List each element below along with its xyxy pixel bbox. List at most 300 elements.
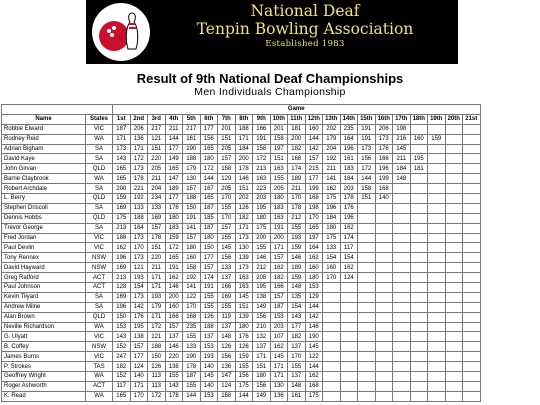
column-header: 19th [428,114,446,124]
game-score-cell [393,194,411,204]
game-score-cell [375,302,393,312]
game-score-cell [375,342,393,352]
game-score-cell [445,203,463,213]
game-score-cell: 200 [253,233,271,243]
game-score-cell: 180 [183,243,201,253]
column-header: 14th [340,114,358,124]
game-score-cell: 157 [183,184,201,194]
game-score-cell [445,273,463,283]
game-score-cell: 157 [148,223,166,233]
game-score-cell [358,312,376,322]
game-score-cell: 169 [113,203,131,213]
game-score-cell: 181 [410,164,428,174]
state-cell: SA [86,223,113,233]
game-score-cell: 144 [358,174,376,184]
game-score-cell: 165 [113,164,131,174]
game-score-cell [410,124,428,134]
game-score-cell: 163 [270,164,288,174]
game-score-cell: 151 [253,362,271,372]
game-score-cell: 155 [183,332,201,342]
game-score-cell: 196 [323,203,341,213]
game-score-cell: 146 [165,283,183,293]
state-cell: QLD [86,213,113,223]
game-score-cell: 119 [218,312,236,322]
game-score-cell: 180 [253,372,271,382]
game-score-cell [445,233,463,243]
column-header: 6th [200,114,218,124]
game-score-cell [393,233,411,243]
game-score-cell: 107 [270,332,288,342]
game-score-cell [358,372,376,382]
game-score-cell: 180 [200,154,218,164]
game-score-cell: 150 [113,312,131,322]
game-score-cell: 180 [165,213,183,223]
game-score-cell [428,263,446,273]
game-score-cell: 140 [375,194,393,204]
state-cell: VIC [86,243,113,253]
game-score-cell: 182 [113,362,131,372]
game-score-cell [428,174,446,184]
game-score-cell [375,233,393,243]
results-table-header [2,105,481,125]
game-score-cell: 187 [200,223,218,233]
game-score-cell: 121 [148,332,166,342]
game-score-cell: 156 [253,312,271,322]
table-row [2,342,481,352]
game-score-cell: 174 [200,273,218,283]
game-score-cell: 137 [200,332,218,342]
game-score-cell: 149 [165,154,183,164]
game-score-cell: 144 [305,362,323,372]
game-score-cell: 124 [340,273,358,283]
game-score-cell [410,302,428,312]
game-score-cell [428,283,446,293]
game-score-cell [445,362,463,372]
game-score-cell: 153 [113,322,131,332]
table-row [2,283,481,293]
game-score-cell [358,362,376,372]
game-score-cell: 223 [253,184,271,194]
game-score-cell: 162 [165,273,183,283]
game-score-cell: 195 [410,154,428,164]
game-score-cell: 171 [270,243,288,253]
bowler-name-cell: Robbie Elward [2,124,86,134]
bowler-name-cell: John Girvan [2,164,86,174]
game-score-cell: 171 [235,223,253,233]
game-score-cell [323,342,341,352]
state-cell: VIC [86,332,113,342]
game-score-cell [410,283,428,293]
game-score-cell [428,302,446,312]
state-cell: ACT [86,283,113,293]
game-score-cell: 144 [165,134,183,144]
game-score-cell: 168 [305,381,323,391]
table-row [2,391,481,401]
state-cell: SA [86,154,113,164]
game-score-cell: 159 [288,243,306,253]
game-score-cell: 189 [288,263,306,273]
game-score-cell [410,194,428,204]
state-cell: ACT [86,381,113,391]
game-score-cell [340,362,358,372]
game-score-cell [445,124,463,134]
game-score-cell: 157 [305,154,323,164]
game-score-cell: 159 [113,194,131,204]
game-score-cell [375,322,393,332]
game-score-cell [375,391,393,401]
game-score-cell [463,263,481,273]
game-score-cell: 158 [358,184,376,194]
game-score-cell: 178 [183,362,201,372]
game-score-cell [463,352,481,362]
column-header: 13th [323,114,341,124]
game-score-cell [463,362,481,372]
game-score-cell [323,292,341,302]
game-score-cell: 158 [218,391,236,401]
game-score-cell: 138 [130,332,148,342]
game-score-cell: 145 [218,243,236,253]
game-score-cell: 166 [165,312,183,322]
game-score-cell [445,213,463,223]
game-score-cell: 171 [130,144,148,154]
game-score-cell: 220 [148,253,166,263]
table-row [2,174,481,184]
game-score-cell [445,164,463,174]
game-score-cell: 159 [288,273,306,283]
game-score-cell: 247 [113,352,131,362]
column-header: 17th [393,114,411,124]
game-score-cell: 148 [288,381,306,391]
game-score-cell: 165 [305,223,323,233]
game-score-cell [445,263,463,273]
game-score-cell: 141 [183,223,201,233]
game-score-cell [393,213,411,223]
column-header: Name [2,114,86,124]
game-score-cell: 117 [113,381,131,391]
game-score-cell: 140 [200,362,218,372]
game-score-cell: 162 [340,223,358,233]
game-score-cell: 155 [288,223,306,233]
game-score-cell: 202 [235,194,253,204]
game-score-cell: 164 [130,223,148,233]
game-score-cell: 174 [340,233,358,243]
column-header: 11th [288,114,306,124]
game-score-cell [323,381,341,391]
game-score-cell [410,332,428,342]
game-score-cell: 173 [358,144,376,154]
table-row [2,352,481,362]
game-score-cell [393,223,411,233]
game-score-cell: 176 [340,203,358,213]
game-score-cell: 177 [130,352,148,362]
bowler-name-cell: Roger Ashworth [2,381,86,391]
game-score-cell: 158 [218,164,236,174]
game-score-cell: 180 [270,194,288,204]
game-score-cell: 220 [148,154,166,164]
game-score-cell [393,292,411,302]
game-score-cell: 156 [358,154,376,164]
game-score-cell: 183 [270,203,288,213]
game-score-cell [393,352,411,362]
game-score-cell: 152 [113,342,131,352]
game-score-cell: 179 [183,164,201,174]
game-score-cell: 163 [235,283,253,293]
game-score-cell [340,372,358,382]
game-score-cell [358,381,376,391]
results-table [1,104,481,402]
game-score-cell [410,312,428,322]
game-score-cell: 153 [305,283,323,293]
state-cell: WA [86,134,113,144]
game-score-cell: 157 [183,233,201,243]
table-row [2,144,481,154]
bowler-name-cell: James Burns [2,352,86,362]
game-score-cell: 177 [288,322,306,332]
game-score-cell: 160 [183,253,201,263]
game-score-cell: 205 [270,184,288,194]
game-score-cell: 124 [218,381,236,391]
game-score-cell: 172 [200,164,218,174]
game-score-cell: 151 [270,154,288,164]
game-score-cell: 139 [235,253,253,263]
game-score-cell [410,273,428,283]
game-score-cell: 126 [200,312,218,322]
table-row [2,381,481,391]
game-score-cell: 152 [113,372,131,382]
game-score-cell: 157 [130,342,148,352]
table-row [2,243,481,253]
column-header: 4th [165,114,183,124]
game-score-cell: 177 [165,194,183,204]
game-score-cell: 151 [218,134,236,144]
game-score-cell: 157 [200,263,218,273]
bowler-name-cell: Barrie Claybrook [2,174,86,184]
column-header: 12th [305,114,323,124]
game-score-cell: 172 [130,154,148,164]
game-score-cell: 188 [148,342,166,352]
game-score-cell [358,243,376,253]
game-score-cell: 165 [200,194,218,204]
bowler-name-cell: Stephen Driscoll [2,203,86,213]
game-score-cell: 150 [148,352,166,362]
game-score-cell: 156 [218,352,236,362]
game-score-cell: 205 [148,164,166,174]
game-score-cell: 156 [218,253,236,263]
game-score-cell: 184 [323,213,341,223]
game-score-cell [463,372,481,382]
state-cell: VIC [86,233,113,243]
game-score-cell: 141 [183,283,201,293]
game-score-cell: 200 [113,184,131,194]
table-row [2,372,481,382]
game-score-cell [445,253,463,263]
game-score-cell [428,362,446,372]
game-score-cell [375,253,393,263]
game-score-cell: 206 [375,124,393,134]
bowler-name-cell: Alan Brown [2,312,86,322]
game-score-cell: 142 [305,144,323,154]
association-name-line2: Tenpin Bowling Association [196,20,414,38]
game-score-cell: 137 [288,342,306,352]
state-cell: SA [86,292,113,302]
table-row [2,124,481,134]
game-score-cell: 143 [288,312,306,322]
game-score-cell: 187 [200,203,218,213]
game-score-cell [428,312,446,322]
game-score-cell [463,213,481,223]
game-score-cell: 163 [253,174,271,184]
game-score-cell [358,283,376,293]
game-score-cell: 155 [288,362,306,372]
game-score-cell: 139 [235,312,253,322]
game-score-cell [375,283,393,293]
table-row [2,302,481,312]
game-score-cell: 126 [218,342,236,352]
page-subtitle: Men Individuals Championship [194,86,346,98]
game-score-cell: 171 [270,372,288,382]
game-score-cell [445,223,463,233]
game-score-cell: 200 [270,233,288,243]
game-score-cell: 211 [288,184,306,194]
table-row [2,134,481,144]
game-score-cell: 160 [305,263,323,273]
column-header: 18th [410,114,428,124]
game-score-cell: 170 [323,273,341,283]
game-score-cell: 188 [183,194,201,204]
game-score-cell: 151 [235,184,253,194]
game-score-cell [358,332,376,342]
game-score-cell [323,372,341,382]
game-score-cell [323,283,341,293]
game-score-cell [393,342,411,352]
game-score-cell: 178 [235,164,253,174]
bowler-name-cell: Paul Devlin [2,243,86,253]
column-header: 21st [463,114,481,124]
state-cell: VIC [86,352,113,362]
game-score-cell [358,391,376,401]
game-score-cell: 197 [270,144,288,154]
game-score-cell: 155 [183,381,201,391]
game-score-cell [463,243,481,253]
game-score-cell: 130 [183,174,201,184]
game-score-cell: 170 [130,243,148,253]
game-score-cell [445,332,463,342]
game-score-cell: 151 [148,243,166,253]
game-score-cell: 117 [340,243,358,253]
game-score-cell: 154 [288,302,306,312]
game-score-cell [340,332,358,342]
game-score-cell: 169 [218,292,236,302]
game-score-cell: 191 [358,124,376,134]
game-score-cell: 168 [305,194,323,204]
game-score-cell [358,233,376,243]
bowler-name-cell: Kevin Tilyard [2,292,86,302]
game-score-cell [393,203,411,213]
game-score-cell: 202 [323,124,341,134]
state-cell: ACT [86,273,113,283]
game-score-cell [445,194,463,204]
game-score-cell [410,292,428,302]
game-score-cell: 190 [183,144,201,154]
game-score-cell: 113 [148,372,166,382]
game-score-cell [445,391,463,401]
game-score-cell [445,292,463,302]
table-row [2,362,481,372]
game-score-cell [323,312,341,322]
game-score-cell: 148 [288,283,306,293]
game-score-cell [410,223,428,233]
state-cell: SA [86,302,113,312]
bowler-name-cell: B. Coffey [2,342,86,352]
game-score-cell [393,184,411,194]
game-score-cell: 136 [218,362,236,372]
game-score-cell: 155 [270,174,288,184]
game-group-header: Game [113,105,481,115]
game-score-cell: 182 [270,273,288,283]
game-score-cell [445,154,463,164]
game-score-cell: 144 [183,391,201,401]
game-score-cell [375,312,393,322]
game-score-cell [358,322,376,332]
game-score-cell [393,391,411,401]
game-score-cell: 191 [200,283,218,293]
game-score-cell: 146 [288,253,306,263]
game-score-cell [358,302,376,312]
game-score-cell: 175 [323,194,341,204]
game-score-cell: 168 [375,184,393,194]
game-score-cell [428,322,446,332]
game-score-cell: 155 [200,292,218,302]
game-score-cell [463,302,481,312]
game-score-cell: 201 [218,124,236,134]
game-score-cell [358,342,376,352]
game-score-cell: 235 [183,322,201,332]
game-score-cell: 196 [340,213,358,223]
game-score-cell [445,372,463,382]
game-score-cell [428,194,446,204]
game-score-cell [340,302,358,312]
game-score-cell: 190 [305,332,323,342]
game-score-cell: 188 [130,213,148,223]
game-score-cell: 145 [393,144,411,154]
game-score-cell [375,332,393,342]
column-header: 5th [183,114,201,124]
game-score-cell [463,253,481,263]
game-score-cell: 144 [305,134,323,144]
game-score-cell [463,381,481,391]
game-score-cell: 211 [323,164,341,174]
game-score-cell: 182 [288,144,306,154]
game-score-cell: 153 [270,312,288,322]
game-score-cell: 170 [218,194,236,204]
game-score-cell: 199 [305,184,323,194]
game-score-cell: 161 [288,391,306,401]
game-score-cell [445,174,463,184]
column-header: 8th [235,114,253,124]
game-score-cell: 198 [393,124,411,134]
game-score-cell: 235 [340,124,358,134]
game-score-cell: 143 [113,332,131,342]
results-table-body [2,124,481,401]
game-score-cell [375,273,393,283]
game-score-cell: 151 [148,144,166,154]
table-row [2,332,481,342]
game-score-cell: 156 [235,372,253,382]
game-score-cell: 178 [340,194,358,204]
game-score-cell: 184 [393,164,411,174]
game-score-cell [445,352,463,362]
game-score-cell [445,312,463,322]
